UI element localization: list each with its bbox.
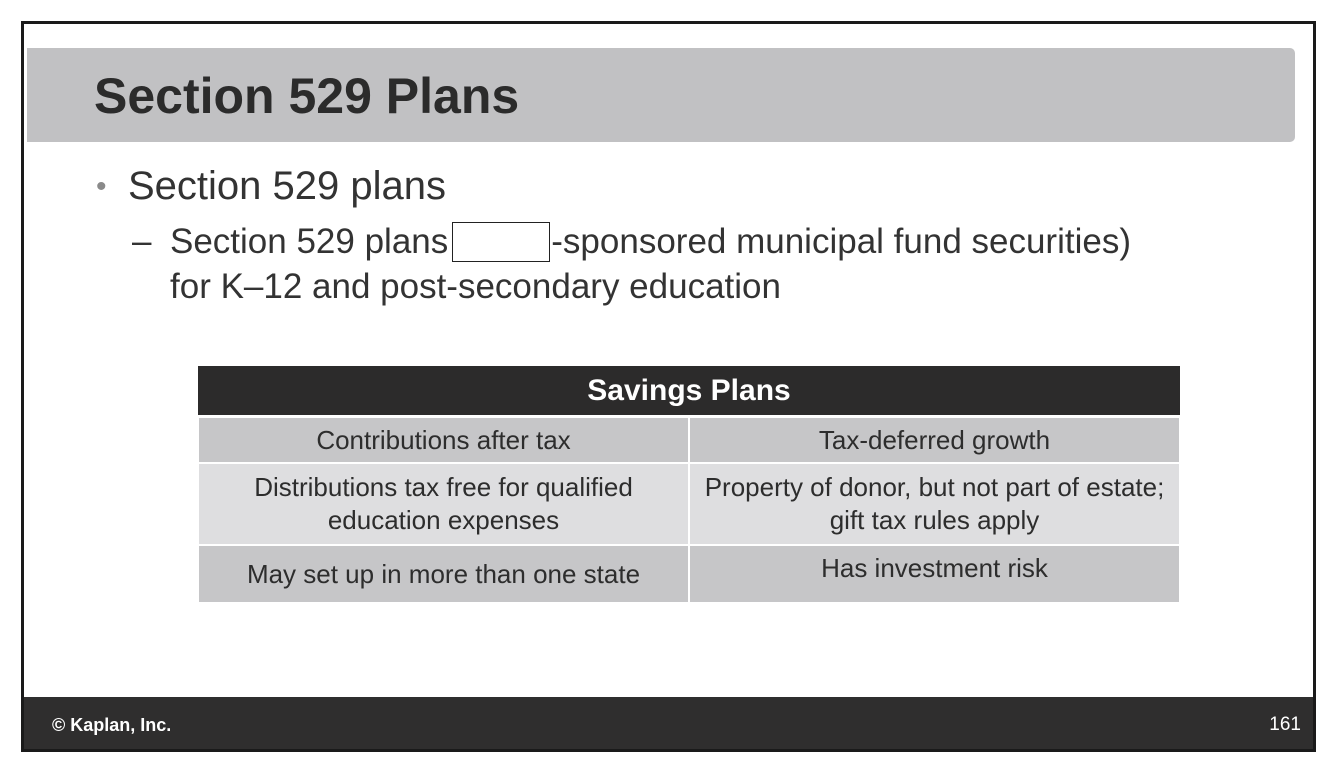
- table-row: [198, 417, 1180, 464]
- bullet-level2-line2: for K–12 and post-secondary education: [170, 267, 781, 306]
- dash-icon: –: [132, 222, 152, 261]
- bullet-icon: •: [96, 170, 107, 203]
- bullet-level2: [132, 219, 1262, 309]
- footer: [24, 697, 1313, 752]
- table-cell: Distributions tax free for qualified education expenses: [198, 463, 689, 545]
- slide-title: Section 529 Plans: [94, 68, 520, 124]
- table-cell: Contributions after tax: [198, 417, 689, 464]
- slide: [21, 21, 1316, 752]
- copyright-text: © Kaplan, Inc.: [52, 715, 172, 735]
- savings-plans-table: [197, 366, 1181, 604]
- table-cell: Has investment risk: [689, 545, 1180, 603]
- table-row: [198, 545, 1180, 603]
- bullet-level2-text-after: -sponsored municipal fund securities): [551, 222, 1131, 261]
- bullet-level2-line1: [132, 219, 1262, 264]
- page-number: 161: [1269, 714, 1301, 735]
- table-cell: May set up in more than one state: [198, 545, 689, 603]
- fill-in-blank-box: [452, 222, 550, 262]
- table-header: Savings Plans: [198, 366, 1180, 417]
- table-cell: Property of donor, but not part of estate; gift tax rules apply: [689, 463, 1180, 545]
- table-cell: Tax-deferred growth: [689, 417, 1180, 464]
- bullet-level1-text: Section 529 plans: [128, 164, 447, 208]
- bullet-level1: [96, 162, 446, 211]
- table-row: [198, 463, 1180, 545]
- bullet-level2-text-before: Section 529 plans: [170, 222, 449, 261]
